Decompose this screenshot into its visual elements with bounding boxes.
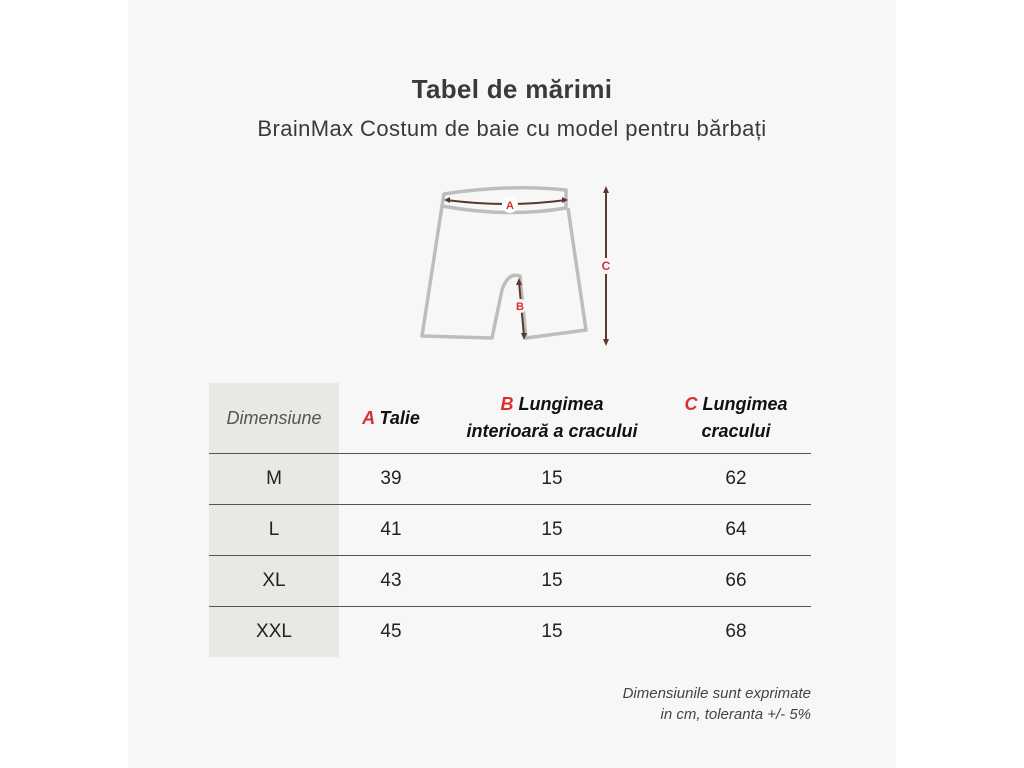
cell-inseam: 15 [443, 607, 661, 658]
header-length [661, 383, 811, 454]
header-length-line2: cracului [701, 421, 771, 441]
tolerance-note [623, 683, 811, 725]
header-length-line1: Lungimea [702, 394, 788, 414]
header-dimension: Dimensiune [209, 383, 339, 454]
size-chart-panel [128, 0, 896, 768]
shorts-diagram [408, 178, 628, 350]
header-waist-label: Talie [379, 407, 420, 428]
cell-length: 62 [661, 454, 811, 505]
size-table [209, 383, 811, 657]
cell-length: 64 [661, 505, 811, 556]
note-line2: in cm, toleranta +/- 5% [660, 706, 811, 723]
cell-waist: 45 [339, 607, 443, 658]
size-table-wrap [209, 383, 811, 657]
cell-inseam: 15 [443, 454, 661, 505]
header-inseam-line2: interioară a cracului [466, 421, 638, 441]
header-inseam-line1: Lungimea [518, 394, 604, 414]
cell-size: XXL [209, 607, 339, 658]
table-row [209, 454, 811, 505]
cell-size: L [209, 505, 339, 556]
cell-length: 68 [661, 607, 811, 658]
cell-inseam: 15 [443, 505, 661, 556]
header-letter-a: A [362, 407, 375, 428]
cell-inseam: 15 [443, 556, 661, 607]
shorts-outline [422, 206, 586, 338]
table-row [209, 505, 811, 556]
label-c: C [601, 259, 611, 273]
header-letter-c: C [684, 394, 698, 414]
cell-size: M [209, 454, 339, 505]
table-row [209, 556, 811, 607]
cell-waist: 41 [339, 505, 443, 556]
header-inseam [443, 383, 661, 454]
table-row [209, 607, 811, 658]
header-letter-b: B [500, 394, 514, 414]
product-subtitle: BrainMax Costum de baie cu model pentru bărbați [257, 116, 767, 141]
header-waist [339, 383, 443, 454]
page-title: Tabel de mărimi [411, 74, 613, 104]
note-line1: Dimensiunile sunt exprimate [622, 685, 811, 702]
label-a: A [506, 200, 514, 212]
cell-waist: 39 [339, 454, 443, 505]
cell-length: 66 [661, 556, 811, 607]
label-b: B [516, 301, 524, 313]
cell-size: XL [209, 556, 339, 607]
cell-waist: 43 [339, 556, 443, 607]
table-header-row [209, 383, 811, 454]
